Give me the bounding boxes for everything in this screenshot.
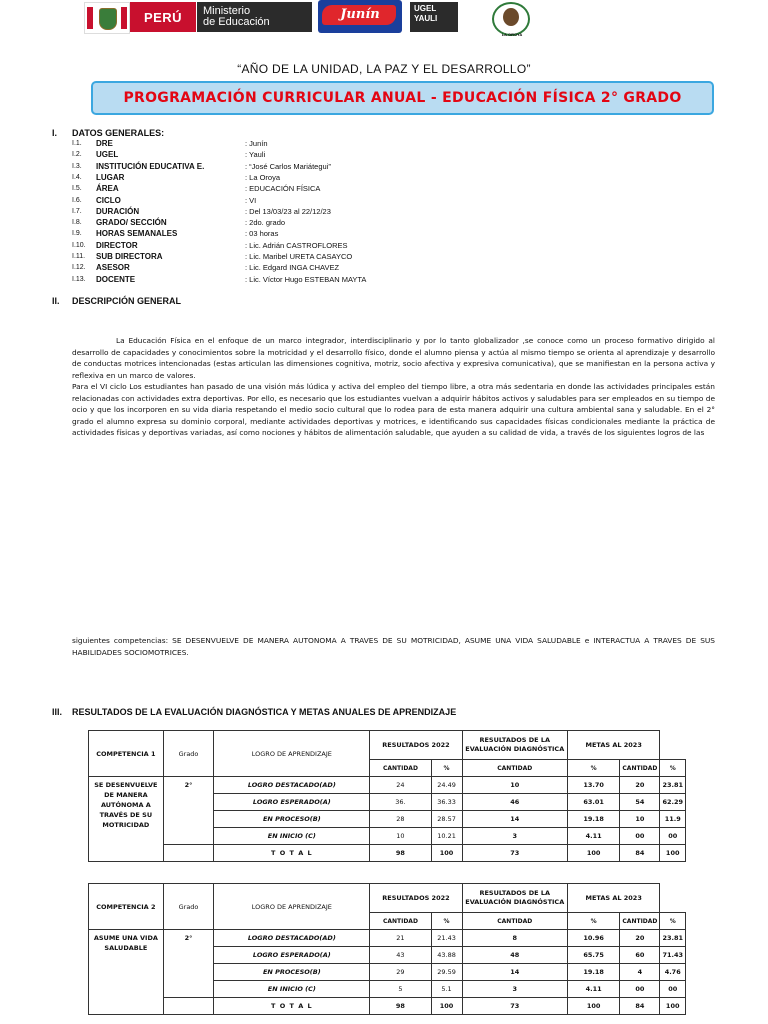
total-p1: 100 [431,998,462,1015]
item-label: DIRECTOR [96,240,138,250]
pct-diagnostica: 13.70 [567,777,619,794]
pct-diagnostica: 4.11 [567,828,619,845]
item-value: : Del 13/03/23 al 22/12/23 [245,206,331,216]
pct-2022: 21.43 [431,930,462,947]
pct-meta: 00 [660,981,686,998]
pct-header: % [660,913,686,930]
cantidad-2022: 24 [370,777,431,794]
datos-generales-row [72,228,722,239]
item-number: I.7. [72,207,82,215]
pct-2022: 36.33 [431,794,462,811]
school-caption: LA OROYA [501,32,523,37]
total-blank-cell [163,845,214,862]
cantidad-meta: 54 [620,794,660,811]
cantidad-2022: 29 [370,964,431,981]
item-value: : 03 horas [245,229,279,239]
pct-meta: 71.43 [660,947,686,964]
logro-label: LOGRO ESPERADO(A) [214,794,370,811]
logro-header: LOGRO DE APRENDIZAJE [214,884,370,930]
cantidad-diagnostica: 3 [462,828,567,845]
header-logos [0,0,768,44]
item-number: I.11. [72,253,86,260]
item-number: I.2. [72,151,82,159]
datos-generales-row [72,149,722,160]
item-label: LUGAR [96,172,125,182]
document-title-box [91,81,714,115]
total-label: T O T A L [214,845,370,862]
pct-meta: 23.81 [660,777,686,794]
item-number: I.8. [72,219,82,227]
item-number: I.3. [72,162,82,170]
cantidad-meta: 10 [620,811,660,828]
logro-label: LOGRO DESTACADO(AD) [214,930,370,947]
item-label: ÁREA [96,184,119,194]
item-value: : Lic. Edgard INGA CHAVEZ [245,263,340,273]
cantidad-diagnostica: 3 [462,981,567,998]
cantidad-diagnostica: 10 [462,777,567,794]
pct-diagnostica: 19.18 [567,964,619,981]
cantidad-meta: 60 [620,947,660,964]
total-p1: 100 [431,845,462,862]
total-p3: 100 [660,998,686,1015]
resultados-2022-header: RESULTADOS 2022 [370,884,462,913]
logro-label: LOGRO ESPERADO(A) [214,947,370,964]
year-motto: “AÑO DE LA UNIDAD, LA PAZ Y EL DESARROLLO” [237,62,531,76]
cantidad-meta: 4 [620,964,660,981]
item-number: I.6. [72,196,82,204]
diagnostica-header [462,731,567,760]
document-title: PROGRAMACIÓN CURRICULAR ANUAL - EDUCACIÓN FÍSICA 2° GRADO [123,90,682,106]
ministerio-line1: Ministerio [203,5,251,17]
peru-coat-of-arms-icon [84,2,130,34]
diagnostica-header-text: RESULTADOS DE LA EVALUACIÓN DIAGNÓSTICA [465,889,565,906]
datos-generales-row [72,161,722,172]
pct-2022: 29.59 [431,964,462,981]
item-number: I.9. [72,230,82,238]
pct-meta: 4.76 [660,964,686,981]
pct-diagnostica: 19.18 [567,811,619,828]
pct-diagnostica: 65.75 [567,947,619,964]
cantidad-2022: 21 [370,930,431,947]
section2-heading: DESCRIPCIÓN GENERAL [72,296,182,306]
item-value: : VI [245,195,257,205]
diagnostica-header [462,884,567,913]
item-label: UGEL [96,150,119,160]
competencia-header: COMPETENCIA 2 [89,884,164,930]
school-emblem-icon [492,2,530,36]
pct-meta: 62.29 [660,794,686,811]
logro-header: LOGRO DE APRENDIZAJE [214,731,370,777]
peru-logo: PERÚ [130,2,196,32]
grado-header: Grado [163,884,214,930]
results-table-competencia-1 [88,730,686,862]
grado-header: Grado [163,731,214,777]
item-label: HORAS SEMANALES [96,229,178,239]
cantidad-header: CANTIDAD [370,913,431,930]
cantidad-diagnostica: 46 [462,794,567,811]
pct-2022: 24.49 [431,777,462,794]
cantidad-header: CANTIDAD [620,913,660,930]
resultados-2022-header: RESULTADOS 2022 [370,731,462,760]
metas-header: METAS AL 2023 [567,884,659,913]
datos-generales-row [72,138,722,149]
total-p2: 100 [567,998,619,1015]
cantidad-meta: 20 [620,930,660,947]
cantidad-header: CANTIDAD [462,760,567,777]
datos-generales-row [72,274,722,285]
cantidad-2022: 10 [370,828,431,845]
logro-label: LOGRO DESTACADO(AD) [214,777,370,794]
junin-logo [318,0,402,33]
ministerio-logo [197,2,312,32]
item-number: I.1. [72,140,82,147]
section1-heading: DATOS GENERALES: [72,128,165,138]
pct-header: % [567,760,619,777]
logro-label: EN INICIO (C) [214,981,370,998]
item-value: : “José Carlos Mariátegui” [245,161,331,171]
cantidad-diagnostica: 14 [462,964,567,981]
cantidad-meta: 00 [620,828,660,845]
ministerio-line2: de Educación [203,16,270,28]
competencia-header: COMPETENCIA 1 [89,731,164,777]
total-p2: 100 [567,845,619,862]
item-label: ASESOR [96,263,130,273]
ugel-line2: YAULI [414,14,438,23]
cantidad-diagnostica: 14 [462,811,567,828]
total-c3: 84 [620,845,660,862]
logro-label: EN PROCESO(B) [214,811,370,828]
cantidad-meta: 20 [620,777,660,794]
logro-label: EN INICIO (C) [214,828,370,845]
cantidad-diagnostica: 48 [462,947,567,964]
datos-generales-row [72,240,722,251]
cantidad-diagnostica: 8 [462,930,567,947]
pct-2022: 10.21 [431,828,462,845]
item-label: INSTITUCIÓN EDUCATIVA E. [96,161,205,171]
item-label: DOCENTE [96,274,136,284]
total-c2: 73 [462,845,567,862]
item-label: DURACIÓN [96,206,140,216]
pct-2022: 43.88 [431,947,462,964]
grado-value: 2° [163,930,214,998]
total-c1: 98 [370,845,431,862]
pct-meta: 00 [660,828,686,845]
pct-2022: 5.1 [431,981,462,998]
description-paragraph-1: La Educación Física en el enfoque de un marco integrador, interdisciplinario y por lo tanto globalizador ,se conoce como un proceso formativo dirigido al desarrollo de capacidades y conocimientos sobre la motricidad y el desarrollo físico, donde el alumno piensa y actúa al mismo tiempo se orienta al aprendizaje y desarrollo de conductas motrices intencionadas (estas articulan las dimensiones cognitiva, motriz, socio afectiva y expresiva comunicativa), que se manifiestan en la persona activa y reflexiva en un marco de valores. [72,336,715,380]
total-blank-cell [163,998,214,1015]
item-number: I.5. [72,185,82,193]
total-c2: 73 [462,998,567,1015]
pct-diagnostica: 4.11 [567,981,619,998]
datos-generales-row [72,206,722,217]
diagnostica-header-text: RESULTADOS DE LA EVALUACIÓN DIAGNÓSTICA [465,736,565,753]
description-paragraph-3: siguientes competencias: SE DESENVUELVE DE MANERA AUTONOMA A TRAVES DE SU MOTRICIDAD, ASUME UNA VIDA SALUDABLE e INTERACTUA A TRAVES DE SUS HABILIDADES SOCIOMOTRICES. [72,636,715,657]
item-value: : EDUCACIÓN FÍSICA [245,184,321,194]
item-number: I.13. [72,275,86,283]
cantidad-header: CANTIDAD [462,913,567,930]
pct-meta: 11.9 [660,811,686,828]
pct-diagnostica: 63.01 [567,794,619,811]
item-value: : Lic. Víctor Hugo ESTEBAN MAYTA [245,274,367,284]
pct-header: % [431,760,462,777]
cantidad-header: CANTIDAD [620,760,660,777]
table-row [89,930,686,947]
section3-heading: RESULTADOS DE LA EVALUACIÓN DIAGNÓSTICA Y METAS ANUALES DE APRENDIZAJE [72,707,457,717]
logro-label: EN PROCESO(B) [214,964,370,981]
datos-generales-row [72,251,722,262]
datos-generales-row [72,183,722,194]
cantidad-2022: 5 [370,981,431,998]
item-value: : Lic. Adrián CASTROFLORES [245,240,348,250]
item-value: : Junín [245,139,268,148]
total-p3: 100 [660,845,686,862]
datos-generales-row [72,172,722,183]
total-label: T O T A L [214,998,370,1015]
item-label: DRE [96,139,113,148]
junin-logo-text: Junín [340,7,380,22]
competencia-name: SE DESENVUELVE DE MANERA AUTÓNOMA A TRAVÉS DE SU MOTRICIDAD [89,777,164,862]
section3-number: III. [52,707,63,717]
item-number: I.4. [72,173,82,181]
datos-generales-row [72,195,722,206]
item-number: I.12. [72,264,86,272]
pct-meta: 23.81 [660,930,686,947]
item-label: CICLO [96,195,121,205]
datos-generales-row [72,262,722,273]
item-value: : La Oroya [245,172,281,182]
cantidad-2022: 28 [370,811,431,828]
item-value: : Lic. Maribel URETA CASAYCO [245,252,353,261]
cantidad-2022: 36. [370,794,431,811]
item-number: I.10. [72,241,86,249]
pct-2022: 28.57 [431,811,462,828]
metas-header: METAS AL 2023 [567,731,659,760]
pct-diagnostica: 10.96 [567,930,619,947]
item-label: GRADO/ SECCIÓN [96,218,167,228]
section1-number: I. [52,128,58,138]
grado-value: 2° [163,777,214,845]
table-row [89,777,686,794]
pct-header: % [431,913,462,930]
table-total-row [89,998,686,1015]
cantidad-2022: 43 [370,947,431,964]
description-paragraph-2: Para el VI ciclo Los estudiantes han pasado de una visión más lúdica y activa del empleo del tiempo libre, a otra más sedentaria en donde las actividades principales están relacionadas con actividades extra deportivas. Por ello, es necesario que los estudiantes vuelvan a adquirir hábitos activos y saludables para ser empleados en su tiempo de ocio y que los incorporen en su vida diaria respetando el medio socio cultural que lo rodea para de esta manera adquirir una cultura ambiental sana y saludable. En el 2° grado el alumno expresa su dominio corporal, mediante actividades deportivas y motrices, e identificando sus capacidades físicas condicionales mediante la práctica de actividades físicas y deportivas variadas, así como nociones y hábitos de alimentación saludable, que ayuden a su calidad de vida, a través de los siguientes logros de las [72,382,715,438]
pct-header: % [660,760,686,777]
pct-header: % [567,913,619,930]
ugel-line1: UGEL [414,4,437,13]
table-total-row [89,845,686,862]
cantidad-header: CANTIDAD [370,760,431,777]
competencia-name: ASUME UNA VIDA SALUDABLE [89,930,164,1015]
total-c1: 98 [370,998,431,1015]
datos-generales-row [72,217,722,228]
item-label: SUB DIRECTORA [96,252,163,261]
section2-number: II. [52,296,60,306]
ugel-logo [410,2,458,32]
total-c3: 84 [620,998,660,1015]
item-value: : Yauli [245,150,266,160]
results-table-competencia-2 [88,883,686,1015]
cantidad-meta: 00 [620,981,660,998]
item-value: : 2do. grado [245,218,286,228]
